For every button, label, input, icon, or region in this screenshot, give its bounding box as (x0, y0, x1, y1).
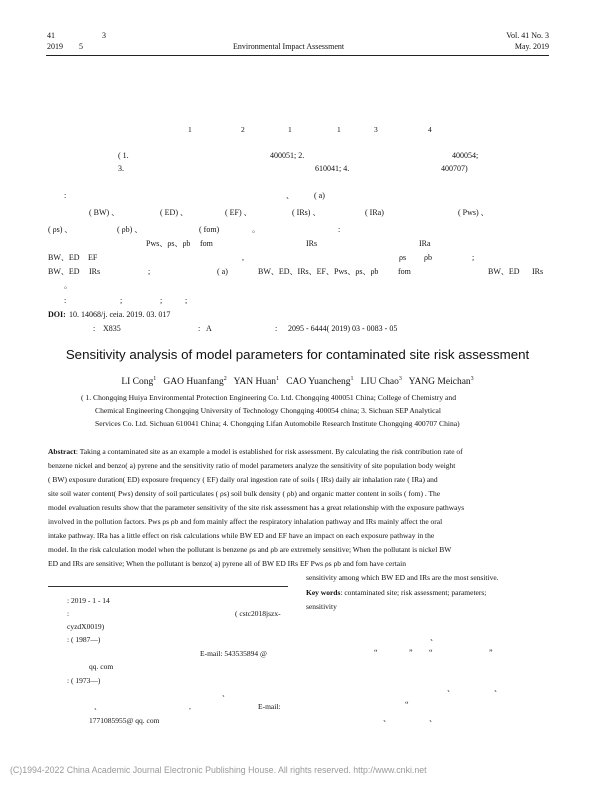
abstract-fragment: ρs (399, 253, 407, 262)
punct: 、 (447, 684, 455, 693)
abstract-fragment: ; (472, 253, 475, 262)
abstract-fragment: 。 (64, 281, 72, 290)
abstract-fragment: BW、ED (488, 267, 520, 276)
year: 2019 (47, 42, 63, 51)
document-code: A (206, 324, 212, 333)
abstract-line: sensitivity among which BW ED and IRs are the most sensitive. (306, 573, 499, 582)
punct: ” (409, 648, 413, 657)
affiliation-fragment: 610041; 4. (315, 164, 350, 173)
doi-value: 10. 14068/j. ceia. 2019. 03. 017 (69, 310, 171, 319)
abstract-fragment: , (242, 253, 244, 262)
fund-code: ( cstc2018jszx- (235, 609, 281, 618)
abstract-fragment: IRs (89, 267, 101, 276)
affiliation-line: ( 1. Chongqing Huiya Environmental Protection Engineering Co. Ltd. Chongqing 400051 China; College of Chemistry and (81, 393, 457, 402)
fund-label: : (67, 609, 70, 618)
abstract-fragment: IRa (419, 239, 431, 248)
keywords-text: : contaminated site; risk assessment; parameters; (340, 588, 487, 597)
abstract-fragment: EF (88, 253, 98, 262)
volume-number: 41 (47, 31, 55, 40)
punct: 、 (383, 714, 391, 723)
abstract-line: involved in the pollution factors. Pws ρs ρb and fom mainly affect the respiratory inhalation pathway and IRs mainly affect the oral (48, 517, 443, 526)
author-mark: 1 (188, 125, 192, 134)
author-mark: 3 (398, 376, 402, 382)
first-author-email: E-mail: 543535894 @ (200, 649, 267, 658)
abstract-fragment: BW、ED (48, 267, 80, 276)
abstract-fragment: ; (148, 267, 151, 276)
abstract-fragment: ( ρb) 、 (117, 225, 143, 234)
abstract-fragment: BW、ED、IRs、EF、Pws、ρs、ρb (258, 267, 379, 276)
author-name: CAO Yuancheng (286, 377, 351, 388)
abstract-fragment: ( ED) 、 (160, 208, 188, 217)
punct: 、 (222, 689, 230, 698)
abstract-line: model evaluation results show that the parameter sensitivity of the site risk assessment has a great relationship with the exposure pathways (48, 503, 465, 512)
copyright-footer: (C)1994-2022 China Academic Journal Electronic Publishing House. All rights reserved. http://www.cnki.net (10, 765, 427, 775)
affiliation-fragment: 3. (118, 164, 124, 173)
abstract-fragment: ( Pws) 、 (458, 208, 489, 217)
clc-number: X835 (103, 324, 121, 333)
keywords-label: Key words (306, 588, 341, 597)
affiliation-fragment: 400054; (452, 151, 479, 160)
punct: 、 (429, 714, 437, 723)
author-name: YANG Meichan (408, 377, 471, 388)
author-mark: 1 (288, 125, 292, 134)
punct: 、 (494, 684, 502, 693)
abstract-text: : Taking a contaminated site as an example a model is established for risk assessment. By calculating the risk contribution rate of (75, 447, 463, 456)
abstract-fragment: IRs (532, 267, 544, 276)
keyword-fragment: : (64, 296, 67, 305)
keywords-line (306, 588, 486, 598)
author-name: LI Cong (121, 377, 154, 388)
abstract-fragment: fom (398, 267, 411, 276)
author-mark: 3 (374, 125, 378, 134)
abstract-line (48, 447, 463, 457)
abstract-fragment: 。 (252, 225, 260, 234)
author-mark: 1 (337, 125, 341, 134)
abstract-fragment: fom (200, 239, 213, 248)
abstract-line: ED and IRs are sensitive; When the pollutant is benzo( a) pyrene all of BW ED IRs EF Pws ρs ρb and fom have certain (48, 559, 406, 568)
abstract-fragment: ( ρs) 、 (48, 225, 73, 234)
author-mark: 2 (241, 125, 245, 134)
abstract-label: Abstract (48, 447, 76, 456)
abstract-fragment: ( a) (217, 267, 228, 276)
en-authors (0, 373, 595, 388)
abstract-fragment: ( fom) (199, 225, 220, 234)
punct: ” (489, 648, 493, 657)
author-mark: 2 (223, 376, 227, 382)
abstract-fragment: ( IRs) 、 (292, 208, 321, 217)
corresponding-email-label: E-mail: (258, 702, 281, 711)
author-name: YAN Huan (233, 377, 277, 388)
affiliation-fragment: ( 1. (118, 151, 129, 160)
abstract-fragment: BW、ED (48, 253, 80, 262)
author-name: LIU Chao (360, 377, 399, 388)
month: 5 (79, 42, 83, 51)
journal-title-en: Environmental Impact Assessment (233, 42, 345, 51)
first-author: : ( 1987—) (67, 635, 101, 644)
abstract-fragment: ( EF) 、 (225, 208, 252, 217)
issue-number: 3 (102, 31, 106, 40)
punct: “ (429, 648, 433, 657)
corresponding-author: : ( 1973—) (67, 676, 101, 685)
fund-code-cont: cyzdX0019) (67, 622, 105, 631)
abstract-fragment: ρb (424, 253, 432, 262)
received-date: : 2019 - 1 - 14 (67, 596, 110, 605)
cls-fragment: : (198, 324, 201, 333)
abstract-line: intake pathway. IRa has a little effect on risk calculations while BW ED and EF have an impact on each exposure pathway in the (48, 531, 435, 540)
abstract-fragment: ( IRa) (365, 208, 384, 217)
abstract-fragment: ( BW) 、 (89, 208, 120, 217)
punct: 、 (430, 633, 438, 642)
corresponding-email: 1771085955@ qq. com (89, 716, 160, 725)
abstract-fragment: IRs (306, 239, 318, 248)
author-mark: 1 (350, 376, 354, 382)
keywords-line: sensitivity (306, 602, 337, 611)
author-mark: 4 (428, 125, 432, 134)
first-author-email-cont: qq. com (89, 662, 114, 671)
doi-label: DOI: (48, 310, 66, 319)
keyword-fragment: ; (185, 296, 188, 305)
abstract-fragment: 、 (286, 191, 294, 200)
abstract-fragment: Pws、ρs、ρb (146, 239, 191, 248)
affiliation-fragment: 400051; 2. (270, 151, 305, 160)
keyword-fragment: ; (120, 296, 123, 305)
affiliation-line: Chemical Engineering Chongqing University of Technology Chongqing 400054 china; 3. Sichuan SEP Analytical (95, 406, 441, 415)
abstract-fragment: : (64, 191, 67, 200)
header-rule (46, 55, 549, 56)
article-id: 2095 - 6444( 2019) 03 - 0083 - 05 (288, 324, 398, 333)
cls-fragment: : (275, 324, 278, 333)
punct: “ (374, 648, 378, 657)
punct: 、 (94, 702, 102, 711)
abstract-line: ( BW) exposure duration( ED) exposure frequency ( EF) daily oral ingestion rate of soils ( IRs) daily air inhalation rate ( IRa) and (48, 475, 438, 484)
affiliation-fragment: 400707) (441, 164, 468, 173)
abstract-line: model. In the risk calculation model when the pollutant is benzene ρs and ρb are extremely sensitive; When the pollutant is nickel BW (48, 545, 452, 554)
keyword-fragment: ; (160, 296, 163, 305)
author-mark: 1 (153, 376, 157, 382)
author-name: GAO Huanfang (163, 377, 224, 388)
author-mark: 3 (470, 376, 474, 382)
punct: “ (405, 700, 409, 709)
en-title: Sensitivity analysis of model parameters for contaminated site risk assessment (65, 347, 530, 362)
affiliation-line: Services Co. Ltd. Sichuan 610041 China; 4. Chongqing Lifan Automobile Research Institute Chongqing 400707 China) (95, 419, 460, 428)
date-en: May. 2019 (514, 42, 549, 51)
footnote-rule (48, 586, 288, 587)
abstract-line: site soil water content( Pws) density of soil particulates ( ρs) soil bulk density ( ρb) and organic matter content in soils ( fom) . The (48, 489, 441, 498)
abstract-line: benzene nickel and benzo( a) pyrene and the sensitivity ratio of model parameters analyze the sensitivity of site population body weight (48, 461, 456, 470)
author-mark: 1 (276, 376, 280, 382)
abstract-fragment: ( a) (314, 191, 325, 200)
cls-fragment: : (93, 324, 96, 333)
punct: , (189, 702, 191, 711)
volume-issue-en: Vol. 41 No. 3 (506, 31, 549, 40)
abstract-fragment: : (338, 225, 341, 234)
